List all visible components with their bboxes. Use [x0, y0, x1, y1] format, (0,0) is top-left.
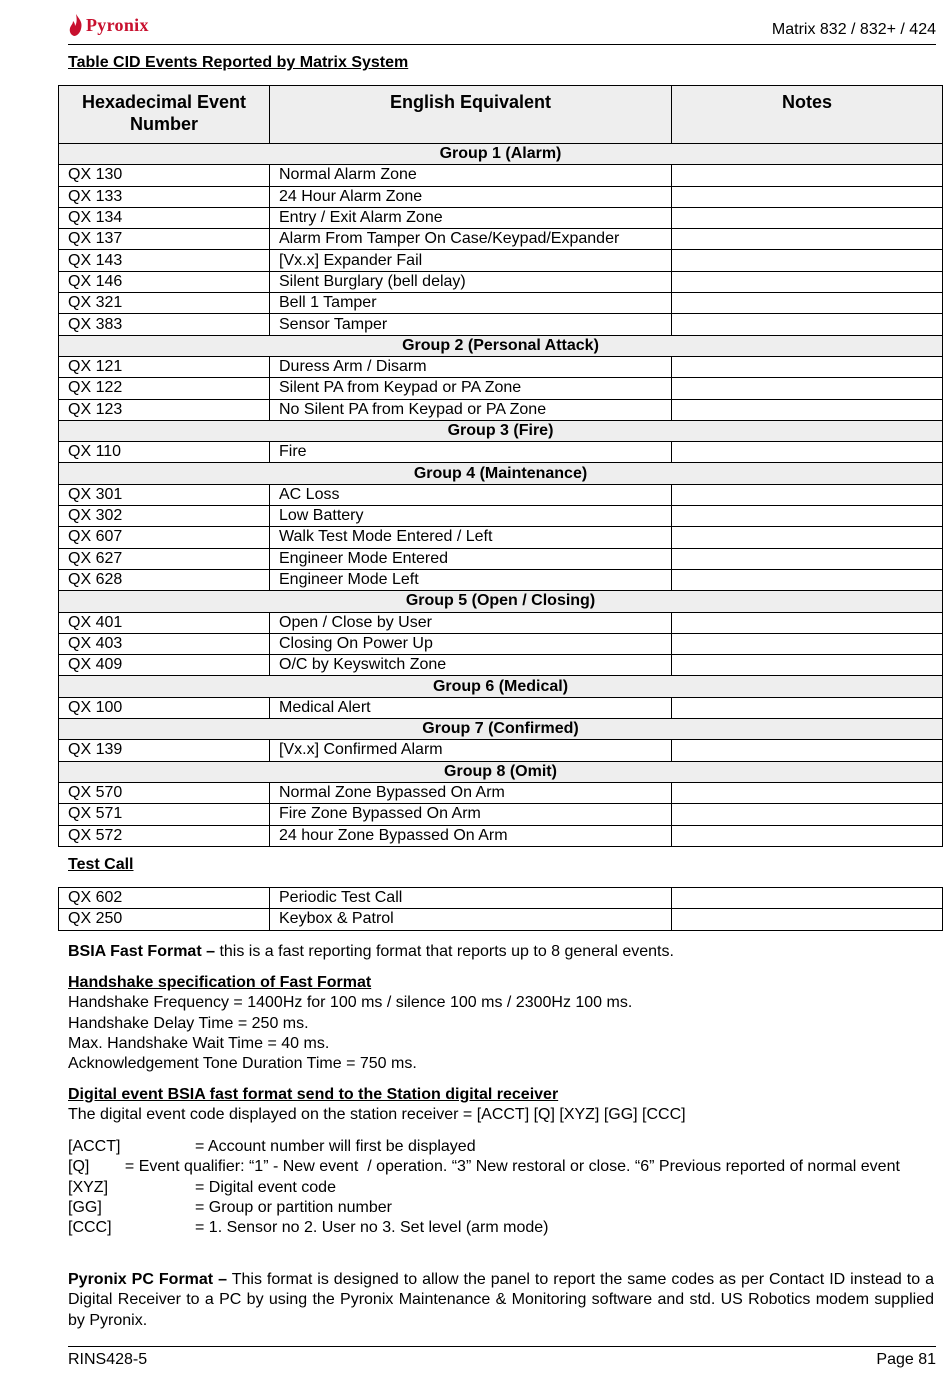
- event-code: QX 607: [59, 527, 270, 548]
- event-notes: [672, 250, 943, 271]
- event-description: Medical Alert: [270, 697, 672, 718]
- event-notes: [672, 825, 943, 846]
- table-row: [59, 314, 943, 335]
- event-code: QX 401: [59, 612, 270, 633]
- event-notes: [672, 569, 943, 590]
- group-label: Group 6 (Medical): [59, 676, 943, 697]
- event-notes: [672, 697, 943, 718]
- test-call-body: [59, 888, 943, 931]
- event-description: Fire: [270, 442, 672, 463]
- event-notes: [672, 442, 943, 463]
- group-label: Group 1 (Alarm): [59, 144, 943, 165]
- def-acct: [68, 1137, 934, 1157]
- group-label: Group 8 (Omit): [59, 761, 943, 782]
- flame-icon: [68, 13, 84, 37]
- event-code: QX 250: [59, 909, 270, 930]
- event-code: QX 321: [59, 293, 270, 314]
- event-notes: [672, 207, 943, 228]
- group-label: Group 2 (Personal Attack): [59, 335, 943, 356]
- event-code: QX 570: [59, 782, 270, 803]
- event-description: Normal Alarm Zone: [270, 165, 672, 186]
- bsia-text: this is a fast reporting format that reports up to 8 general events.: [215, 943, 674, 960]
- event-code: QX 121: [59, 356, 270, 377]
- def-q: [Q] = Event qualifier: “1” - New event / operation. “3” New restoral or close. “6” Previous reported of normal event: [68, 1158, 900, 1176]
- def-key: [ACCT]: [68, 1138, 121, 1155]
- event-code: QX 571: [59, 804, 270, 825]
- table-row: [59, 548, 943, 569]
- event-notes: [672, 909, 943, 930]
- event-description: No Silent PA from Keypad or PA Zone: [270, 399, 672, 420]
- table-row: [59, 186, 943, 207]
- def-value: = Digital event code: [195, 1178, 336, 1196]
- page-number: Page 81: [876, 1351, 936, 1368]
- event-notes: [672, 506, 943, 527]
- event-description: 24 Hour Alarm Zone: [270, 186, 672, 207]
- event-notes: [672, 186, 943, 207]
- table-row: [59, 229, 943, 250]
- event-code: QX 123: [59, 399, 270, 420]
- column-header-hex: Hexadecimal Event Number: [59, 86, 270, 144]
- def-ccc: [68, 1218, 934, 1238]
- event-description: [Vx.x] Expander Fail: [270, 250, 672, 271]
- event-notes: [672, 804, 943, 825]
- event-description: Walk Test Mode Entered / Left: [270, 527, 672, 548]
- pyronix-logo: [68, 10, 149, 40]
- group-label: Group 5 (Open / Closing): [59, 591, 943, 612]
- table-row: [59, 804, 943, 825]
- table-row: [59, 484, 943, 505]
- event-description: Engineer Mode Entered: [270, 548, 672, 569]
- event-description: Alarm From Tamper On Case/Keypad/Expander: [270, 229, 672, 250]
- digital-title: Digital event BSIA fast format send to the Station digital receiver: [68, 1086, 559, 1103]
- event-notes: [672, 548, 943, 569]
- event-code: QX 100: [59, 697, 270, 718]
- pc-lead: Pyronix PC Format –: [68, 1271, 228, 1288]
- event-code: QX 146: [59, 271, 270, 292]
- group-row: [59, 591, 943, 612]
- event-description: Bell 1 Tamper: [270, 293, 672, 314]
- table-row: [59, 378, 943, 399]
- event-description: Engineer Mode Left: [270, 569, 672, 590]
- def-value: = Group or partition number: [195, 1198, 392, 1216]
- event-description: O/C by Keyswitch Zone: [270, 655, 672, 676]
- group-label: Group 4 (Maintenance): [59, 463, 943, 484]
- event-notes: [672, 399, 943, 420]
- event-notes: [672, 356, 943, 377]
- cid-table-body: [59, 144, 943, 847]
- group-row: [59, 463, 943, 484]
- event-code: QX 133: [59, 186, 270, 207]
- event-code: QX 602: [59, 888, 270, 909]
- table-row: [59, 293, 943, 314]
- def-key: [CCC]: [68, 1219, 112, 1237]
- group-row: [59, 144, 943, 165]
- digital-section: [68, 1085, 934, 1126]
- handshake-line: Handshake Frequency = 1400Hz for 100 ms / silence 100 ms / 2300Hz 100 ms.: [68, 994, 633, 1012]
- page-footer: [68, 1346, 936, 1377]
- event-notes: [672, 165, 943, 186]
- event-description: Fire Zone Bypassed On Arm: [270, 804, 672, 825]
- table-row: [59, 612, 943, 633]
- table-row: [59, 442, 943, 463]
- table-row: [59, 740, 943, 761]
- event-notes: [672, 229, 943, 250]
- event-notes: [672, 378, 943, 399]
- event-notes: [672, 782, 943, 803]
- handshake-title: Handshake specification of Fast Format: [68, 974, 372, 991]
- event-notes: [672, 293, 943, 314]
- event-code: QX 301: [59, 484, 270, 505]
- column-header-notes: Notes: [672, 86, 943, 144]
- table-row: [59, 271, 943, 292]
- handshake-line: Max. Handshake Wait Time = 40 ms.: [68, 1034, 330, 1052]
- event-notes: [672, 271, 943, 292]
- table-row: [59, 909, 943, 930]
- group-row: [59, 761, 943, 782]
- bsia-lead: BSIA Fast Format –: [68, 943, 215, 960]
- event-code: QX 628: [59, 569, 270, 590]
- table-row: [59, 569, 943, 590]
- digital-line: The digital event code displayed on the station receiver = [ACCT] [Q] [XYZ] [GG] [CCC]: [68, 1106, 686, 1124]
- def-xyz: [68, 1178, 934, 1198]
- handshake-section: [68, 973, 934, 1074]
- event-code: QX 110: [59, 442, 270, 463]
- table-row: [59, 207, 943, 228]
- digital-definitions: [68, 1137, 934, 1238]
- table-row: [59, 399, 943, 420]
- table-row: [59, 655, 943, 676]
- event-description: AC Loss: [270, 484, 672, 505]
- event-description: Duress Arm / Disarm: [270, 356, 672, 377]
- table-row: [59, 888, 943, 909]
- bsia-paragraph: [68, 942, 934, 962]
- handshake-line: Handshake Delay Time = 250 ms.: [68, 1014, 309, 1032]
- event-code: QX 134: [59, 207, 270, 228]
- event-code: QX 139: [59, 740, 270, 761]
- group-row: [59, 676, 943, 697]
- def-key: [XYZ]: [68, 1178, 109, 1196]
- document-code: RINS428-5: [68, 1351, 148, 1368]
- group-row: [59, 719, 943, 740]
- event-code: QX 627: [59, 548, 270, 569]
- event-notes: [672, 612, 943, 633]
- table-title: Table CID Events Reported by Matrix System: [68, 54, 409, 71]
- table-row: [59, 527, 943, 548]
- event-code: QX 143: [59, 250, 270, 271]
- event-description: Closing On Power Up: [270, 633, 672, 654]
- event-code: QX 137: [59, 229, 270, 250]
- pyronix-pc-paragraph: [68, 1270, 934, 1331]
- test-call-title: Test Call: [68, 856, 134, 873]
- group-row: [59, 420, 943, 441]
- event-notes: [672, 484, 943, 505]
- event-notes: [672, 888, 943, 909]
- event-code: QX 409: [59, 655, 270, 676]
- event-notes: [672, 314, 943, 335]
- event-notes: [672, 655, 943, 676]
- event-code: QX 403: [59, 633, 270, 654]
- page-header: [68, 8, 936, 45]
- def-value: = 1. Sensor no 2. User no 3. Set level (arm mode): [195, 1219, 549, 1237]
- event-description: Open / Close by User: [270, 612, 672, 633]
- event-code: QX 122: [59, 378, 270, 399]
- table-row: [59, 782, 943, 803]
- event-description: Sensor Tamper: [270, 314, 672, 335]
- event-description: 24 hour Zone Bypassed On Arm: [270, 825, 672, 846]
- table-row: [59, 697, 943, 718]
- event-description: [Vx.x] Confirmed Alarm: [270, 740, 672, 761]
- def-value: = Account number will first be displayed: [195, 1138, 476, 1155]
- table-header-row: [59, 86, 943, 144]
- table-row: [59, 825, 943, 846]
- table-row: [59, 633, 943, 654]
- event-code: QX 383: [59, 314, 270, 335]
- handshake-line: Acknowledgement Tone Duration Time = 750 ms.: [68, 1055, 417, 1073]
- event-description: Low Battery: [270, 506, 672, 527]
- event-code: QX 130: [59, 165, 270, 186]
- event-code: QX 302: [59, 506, 270, 527]
- pc-text: This format is designed to allow the panel to report the same codes as per Contact ID instead to a Digital Receiver to a PC by using the Pyronix Maintenance & Monitoring software and std. US Robotics modem supplied by Pyronix.: [68, 1271, 934, 1329]
- event-notes: [672, 633, 943, 654]
- event-notes: [672, 527, 943, 548]
- group-label: Group 3 (Fire): [59, 420, 943, 441]
- event-description: Entry / Exit Alarm Zone: [270, 207, 672, 228]
- table-row: [59, 165, 943, 186]
- table-row: [59, 250, 943, 271]
- event-description: Silent PA from Keypad or PA Zone: [270, 378, 672, 399]
- table-row: [59, 506, 943, 527]
- event-code: QX 572: [59, 825, 270, 846]
- event-notes: [672, 740, 943, 761]
- test-call-table: [58, 887, 943, 931]
- group-row: [59, 335, 943, 356]
- group-label: Group 7 (Confirmed): [59, 719, 943, 740]
- table-row: [59, 356, 943, 377]
- event-description: Keybox & Patrol: [270, 909, 672, 930]
- column-header-english: English Equivalent: [270, 86, 672, 144]
- cid-events-table: [58, 85, 943, 847]
- document-title: Matrix 832 / 832+ / 424: [771, 21, 936, 38]
- event-description: Normal Zone Bypassed On Arm: [270, 782, 672, 803]
- brand-name: Pyronix: [86, 14, 149, 35]
- def-key: [GG]: [68, 1198, 102, 1216]
- event-description: Silent Burglary (bell delay): [270, 271, 672, 292]
- def-gg: [68, 1198, 934, 1218]
- event-description: Periodic Test Call: [270, 888, 672, 909]
